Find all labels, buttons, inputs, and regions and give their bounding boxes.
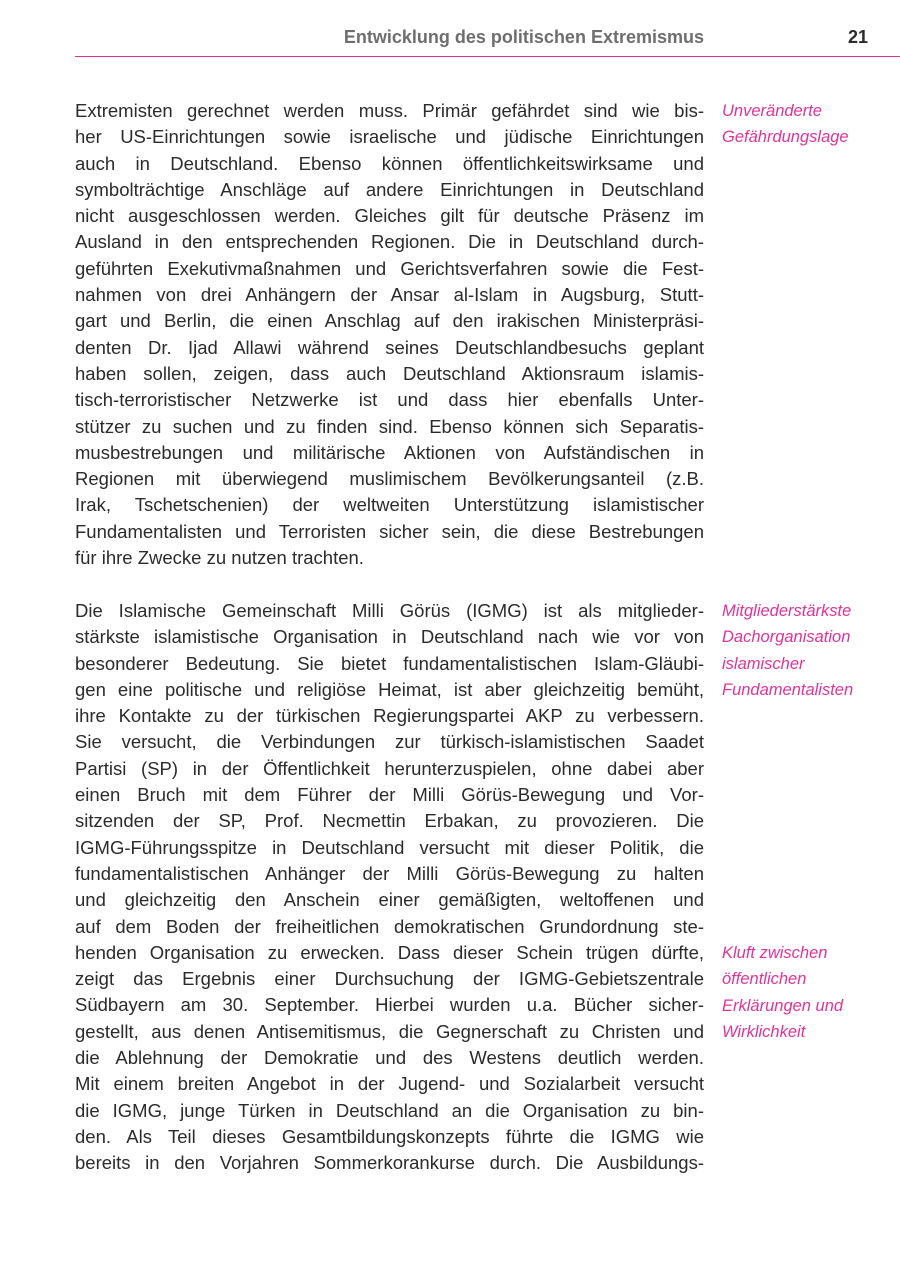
text-line: denten Dr. Ijad Allawi während seines Deutschlandbesuchs geplant bbox=[75, 336, 704, 358]
text-line: bereits in den Vorjahren Sommerkorankurse durch. Die Ausbildungs- bbox=[75, 1152, 704, 1174]
text-line: besonderer Bedeutung. Sie bietet fundamentalistischen Islam-Gläubi- bbox=[75, 652, 704, 674]
margin-note-line: Erklärungen und bbox=[722, 996, 844, 1015]
text-line: stützer zu suchen und zu finden sind. Ebenso können sich Separatis- bbox=[75, 415, 704, 437]
margin-note-line: Unveränderte bbox=[722, 102, 822, 120]
text-line: Irak, Tschetschenien) der weltweiten Unterstützung islamistischer bbox=[75, 494, 704, 516]
text-line: nahmen von drei Anhängern der Ansar al-Islam in Augsburg, Stutt- bbox=[75, 284, 704, 306]
text-line: henden Organisation zu erwecken. Dass dieser Schein trügen dürfte, bbox=[75, 941, 704, 963]
text-line: Partisi (SP) in der Öffentlichkeit herunterzuspielen, ohne dabei aber bbox=[75, 757, 704, 779]
text-line: sitzenden der SP, Prof. Necmettin Erbakan, zu provozieren. Die bbox=[75, 810, 704, 832]
margin-note-threat-level bbox=[722, 98, 898, 151]
text-line: Extremisten gerechnet werden muss. Primär gefährdet sind wie bis- bbox=[75, 100, 704, 121]
text-line: Südbayern am 30. September. Hierbei wurden u.a. Bücher sicher- bbox=[75, 994, 704, 1016]
text-line: her US-Einrichtungen sowie israelische und jüdische Einrichtungen bbox=[75, 126, 704, 148]
text-line: ihre Kontakte zu der türkischen Regierungspartei AKP zu verbessern. bbox=[75, 705, 704, 727]
text-line: Mit einem breiten Angebot in der Jugend- und Sozialarbeit versucht bbox=[75, 1073, 704, 1095]
text-line: die Ablehnung der Demokratie und des Westens deutlich werden. bbox=[75, 1047, 704, 1069]
margin-note-line: öffentlichen bbox=[722, 970, 807, 989]
text-line: gart und Berlin, die einen Anschlag auf den irakischen Ministerpräsi- bbox=[75, 310, 704, 332]
text-line: musbestrebungen und militärische Aktionen von Aufständischen in bbox=[75, 441, 704, 463]
paragraph-threat-assessment bbox=[75, 98, 704, 571]
margin-note-line: Mitgliederstärkste bbox=[722, 602, 852, 620]
text-line: und gleichzeitig den Anschein einer gemäßigten, weltoffenen und bbox=[75, 889, 704, 911]
margin-note-line: Wirklichkeit bbox=[722, 1022, 806, 1041]
text-line: auch in Deutschland. Ebenso können öffentlichkeitswirksame und bbox=[75, 152, 704, 174]
text-line: symbolträchtige Anschläge auf andere Einrichtungen in Deutschland bbox=[75, 178, 704, 200]
text-line: Die Islamische Gemeinschaft Milli Görüs (IGMG) ist als mitglieder- bbox=[75, 600, 704, 621]
header-rule bbox=[75, 56, 900, 57]
text-line: Ausland in den entsprechenden Regionen. Die in Deutschland durch- bbox=[75, 231, 704, 253]
text-line: zeigt das Ergebnis einer Durchsuchung der IGMG-Gebietszentrale bbox=[75, 968, 704, 990]
text-line: die IGMG, junge Türken in Deutschland an die Organisation zu bin- bbox=[75, 1099, 704, 1121]
text-line: Fundamentalisten und Terroristen sicher sein, die diese Bestrebungen bbox=[75, 520, 704, 542]
text-line: geführten Exekutivmaßnahmen und Gerichtsverfahren sowie die Fest- bbox=[75, 257, 704, 279]
margin-note-line: islamischer bbox=[722, 654, 805, 673]
text-line: haben sollen, zeigen, dass auch Deutschland Aktionsraum islamis- bbox=[75, 362, 704, 384]
page-number: 21 bbox=[847, 27, 868, 47]
text-line: gen eine politische und religiöse Heimat, ist aber gleichzeitig bemüht, bbox=[75, 678, 704, 700]
text-line: nicht ausgeschlossen werden. Gleiches gilt für deutsche Präsenz im bbox=[75, 205, 704, 227]
margin-note-line: Dachorganisation bbox=[722, 628, 851, 647]
text-line: Regionen mit überwiegend muslimischem Bevölkerungsanteil (z.B. bbox=[75, 468, 704, 490]
margin-note-gap-statements-reality bbox=[722, 940, 898, 1045]
text-line: gestellt, aus denen Antisemitismus, die Gegnerschaft zu Christen und bbox=[75, 1020, 704, 1042]
text-line: für ihre Zwecke zu nutzen trachten. bbox=[75, 547, 364, 569]
text-line: stärkste islamistische Organisation in Deutschland nach wie vor von bbox=[75, 626, 704, 648]
text-line: auf dem Boden der freiheitlichen demokratischen Grundordnung ste- bbox=[75, 915, 704, 937]
margin-note-line: Kluft zwischen bbox=[722, 944, 828, 962]
text-line: einen Bruch mit dem Führer der Milli Görüs-Bewegung und Vor- bbox=[75, 784, 704, 806]
text-line: fundamentalistischen Anhänger der Milli Görüs-Bewegung zu halten bbox=[75, 862, 704, 884]
text-line: IGMG-Führungsspitze in Deutschland versucht mit dieser Politik, die bbox=[75, 836, 704, 858]
running-title: Entwicklung des politischen Extremismus bbox=[343, 27, 704, 47]
text-line: tisch-terroristischer Netzwerke ist und dass hier ebenfalls Unter- bbox=[75, 389, 704, 411]
margin-note-line: Gefährdungslage bbox=[722, 128, 849, 147]
margin-note-line: Fundamentalisten bbox=[722, 680, 854, 699]
text-line: den. Als Teil dieses Gesamtbildungskonzepts führte die IGMG wie bbox=[75, 1125, 704, 1147]
margin-note-umbrella-organisation bbox=[722, 598, 898, 703]
text-line: Sie versucht, die Verbindungen zur türkisch-islamistischen Saadet bbox=[75, 731, 704, 753]
paragraph-igmg bbox=[75, 598, 704, 1177]
